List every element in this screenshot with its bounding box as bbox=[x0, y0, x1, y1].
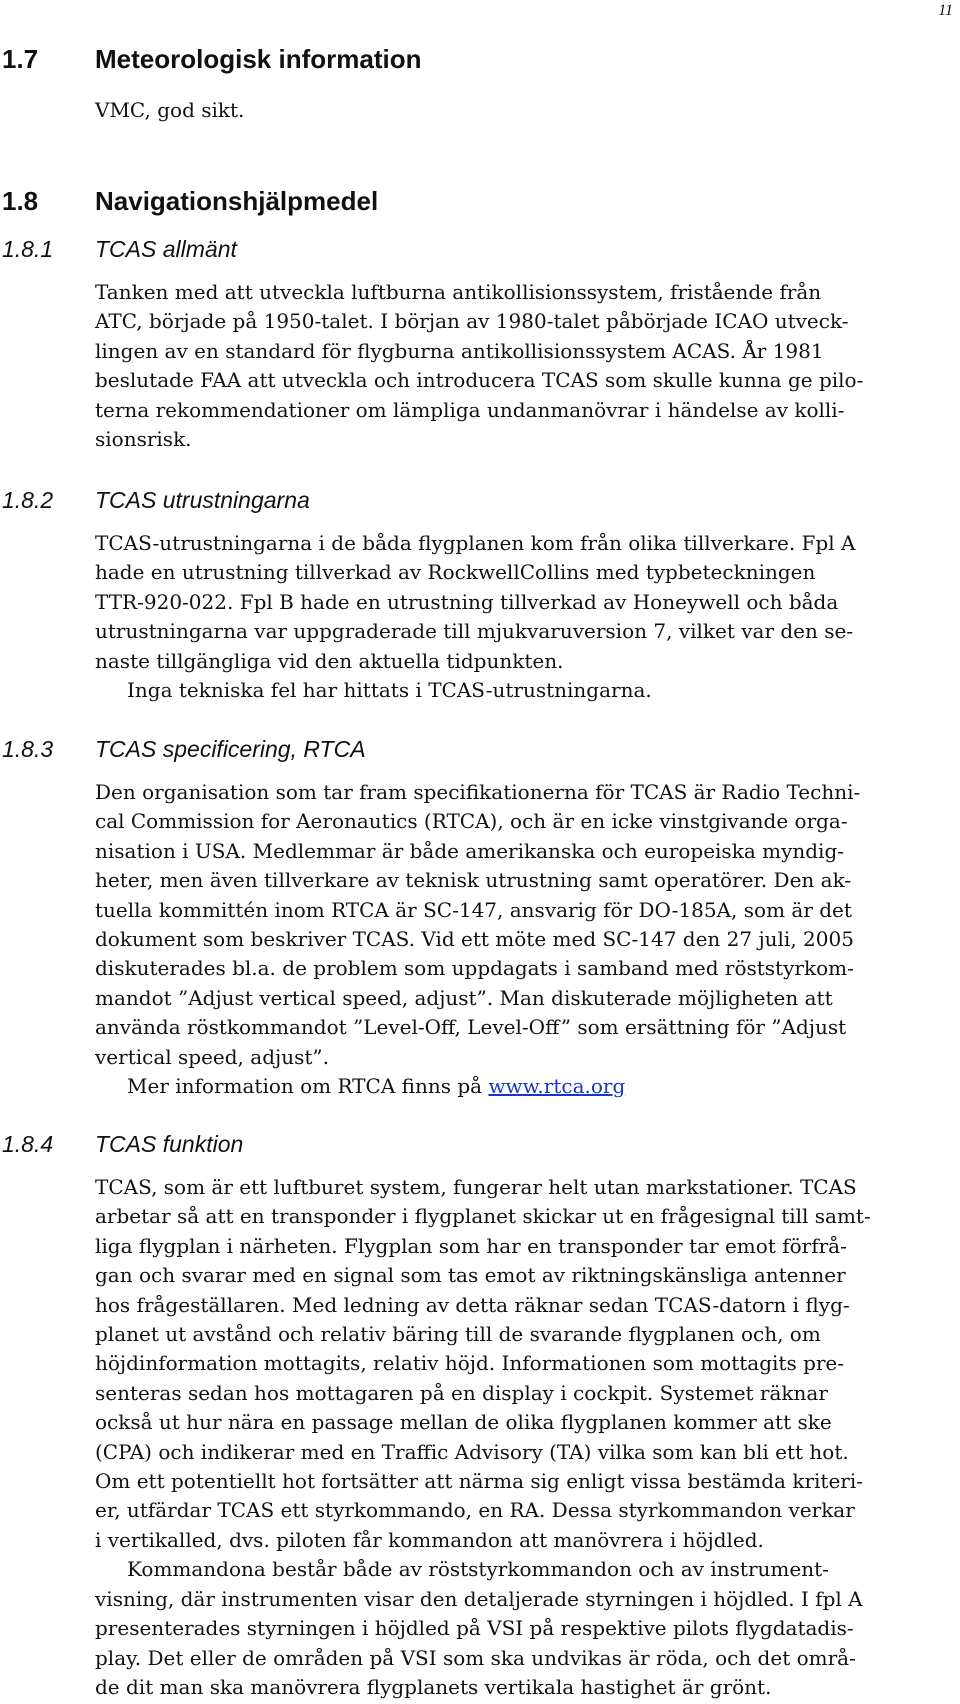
section-heading-1-8 bbox=[2, 186, 378, 217]
section-heading-1-8-1 bbox=[2, 236, 237, 263]
body-line: VMC, god sikt. bbox=[95, 98, 245, 122]
section-heading-1-8-2 bbox=[2, 487, 310, 514]
body-line: TCAS-utrustningarna i de båda flygplanen kom från olika tillverkare. Fpl A bbox=[95, 531, 856, 555]
section-title: TCAS specificering, RTCA bbox=[95, 736, 366, 762]
body-line: TTR-920-022. Fpl B hade en utrustning tillverkad av Honeywell och båda bbox=[95, 589, 839, 614]
body-line: tuella kommittén inom RTCA är SC-147, ansvarig för DO-185A, som är det bbox=[95, 897, 852, 922]
body-line: de dit man ska manövrera flygplanets vertikala hastighet är grönt. bbox=[95, 1674, 772, 1699]
section-title: TCAS funktion bbox=[95, 1131, 244, 1157]
body-line: dokument som beskriver TCAS. Vid ett möte med SC-147 den 27 juli, 2005 bbox=[95, 927, 854, 952]
body-line: lingen av en standard för flygburna antikollisionssystem ACAS. År 1981 bbox=[95, 338, 824, 363]
body-line: liga flygplan i närheten. Flygplan som har en transponder tar emot förfrå- bbox=[95, 1233, 847, 1258]
section-number: 1.8.3 bbox=[2, 736, 54, 762]
section-heading-1-8-4 bbox=[2, 1131, 243, 1158]
body-line: visning, där instrumenten visar den detaljerade styrningen i höjdled. I fpl A bbox=[95, 1586, 863, 1611]
body-line: Tanken med att utveckla luftburna antikollisionssystem, fristående från bbox=[95, 280, 822, 304]
body-line: planet ut avstånd och relativ bäring till de svarande flygplanen och, om bbox=[95, 1322, 821, 1347]
section-heading-1-8-3 bbox=[2, 736, 366, 763]
body-line: Inga tekniska fel har hittats i TCAS-utrustningarna. bbox=[127, 678, 652, 703]
body-line: också ut hur nära en passage mellan de olika flygplanen kommer att ske bbox=[95, 1410, 832, 1435]
section-body-1-7 bbox=[95, 96, 945, 125]
body-line: play. Det eller de områden på VSI som ska undvikas är röda, och det områ- bbox=[95, 1645, 856, 1670]
body-line: TCAS, som är ett luftburet system, fungerar helt utan markstationer. TCAS bbox=[95, 1175, 857, 1199]
body-line: terna rekommendationer om lämpliga undanmanövrar i händelse av kolli- bbox=[95, 397, 845, 422]
section-number: 1.8.2 bbox=[2, 487, 54, 513]
section-body-1-8-4 bbox=[95, 1173, 945, 1702]
section-body-1-8-2 bbox=[95, 529, 945, 705]
section-number: 1.8.1 bbox=[2, 236, 54, 262]
section-title: Meteorologisk information bbox=[95, 44, 422, 74]
rtca-link[interactable]: www.rtca.org bbox=[488, 1074, 626, 1099]
body-line: utrustningarna var uppgraderade till mjukvaruversion 7, vilket var den se- bbox=[95, 619, 854, 644]
body-line: gan och svarar med en signal som tas emot av riktningskänsliga antenner bbox=[95, 1263, 846, 1288]
body-line: er, utfärdar TCAS ett styrkommando, en RA. Dessa styrkommandon verkar bbox=[95, 1498, 855, 1523]
body-line: sionsrisk. bbox=[95, 427, 192, 452]
body-line: ATC, började på 1950-talet. I början av 1980-talet påbörjade ICAO utveck- bbox=[95, 309, 849, 334]
body-line: mandot ”Adjust vertical speed, adjust”. Man diskuterade möjligheten att bbox=[95, 985, 833, 1010]
body-line: beslutade FAA att utveckla och introducera TCAS som skulle kunna ge pilo- bbox=[95, 368, 864, 393]
body-line: diskuterades bl.a. de problem som uppdagats i samband med röststyrkom- bbox=[95, 956, 854, 981]
body-line: använda röstkommandot ”Level-Off, Level-Off” som ersättning för ”Adjust bbox=[95, 1015, 847, 1040]
section-title: TCAS allmänt bbox=[95, 236, 237, 262]
body-line: nisation i USA. Medlemmar är både amerikanska och europeiska myndig- bbox=[95, 838, 845, 863]
body-line: naste tillgängliga vid den aktuella tidpunkten. bbox=[95, 648, 564, 673]
body-line: senteras sedan hos mottagaren på en display i cockpit. Systemet räknar bbox=[95, 1380, 828, 1405]
body-line: vertical speed, adjust”. bbox=[95, 1044, 329, 1069]
section-number: 1.8 bbox=[2, 186, 39, 216]
body-line: cal Commission for Aeronautics (RTCA), och är en icke vinstgivande orga- bbox=[95, 809, 848, 834]
body-line: höjdinformation mottagits, relativ höjd. Informationen som mottagits pre- bbox=[95, 1351, 845, 1376]
section-title: Navigationshjälpmedel bbox=[95, 186, 379, 216]
section-heading-1-7 bbox=[2, 44, 421, 75]
body-line: Den organisation som tar fram specifikationerna för TCAS är Radio Techni- bbox=[95, 780, 861, 804]
body-line: (CPA) och indikerar med en Traffic Advisory (TA) vilka som kan bli ett hot. bbox=[95, 1439, 849, 1464]
body-line: arbetar så att en transponder i flygplanet skickar ut en frågesignal till samt- bbox=[95, 1204, 871, 1229]
section-number: 1.7 bbox=[2, 44, 39, 74]
body-line: Kommandona består både av röststyrkommandon och av instrument- bbox=[127, 1557, 829, 1582]
section-body-1-8-3 bbox=[95, 778, 945, 1101]
section-title: TCAS utrustningarna bbox=[95, 487, 310, 513]
body-line: heter, men även tillverkare av teknisk utrustning samt operatörer. Den ak- bbox=[95, 868, 852, 893]
body-line: hos frågeställaren. Med ledning av detta räknar sedan TCAS-datorn i flyg- bbox=[95, 1292, 850, 1317]
body-line: i vertikalled, dvs. piloten får kommandon att manövrera i höjdled. bbox=[95, 1527, 764, 1552]
page-number: 11 bbox=[938, 2, 953, 19]
body-line: Om ett potentiellt hot fortsätter att närma sig enligt vissa bestämda kriteri- bbox=[95, 1469, 863, 1494]
body-line: Mer information om RTCA finns på bbox=[127, 1074, 489, 1099]
section-number: 1.8.4 bbox=[2, 1131, 54, 1157]
body-line: presenterades styrningen i höjdled på VSI på respektive pilots flygdatadis- bbox=[95, 1616, 854, 1641]
body-line: hade en utrustning tillverkad av RockwellCollins med typbeteckningen bbox=[95, 560, 816, 585]
section-body-1-8-1 bbox=[95, 278, 945, 454]
